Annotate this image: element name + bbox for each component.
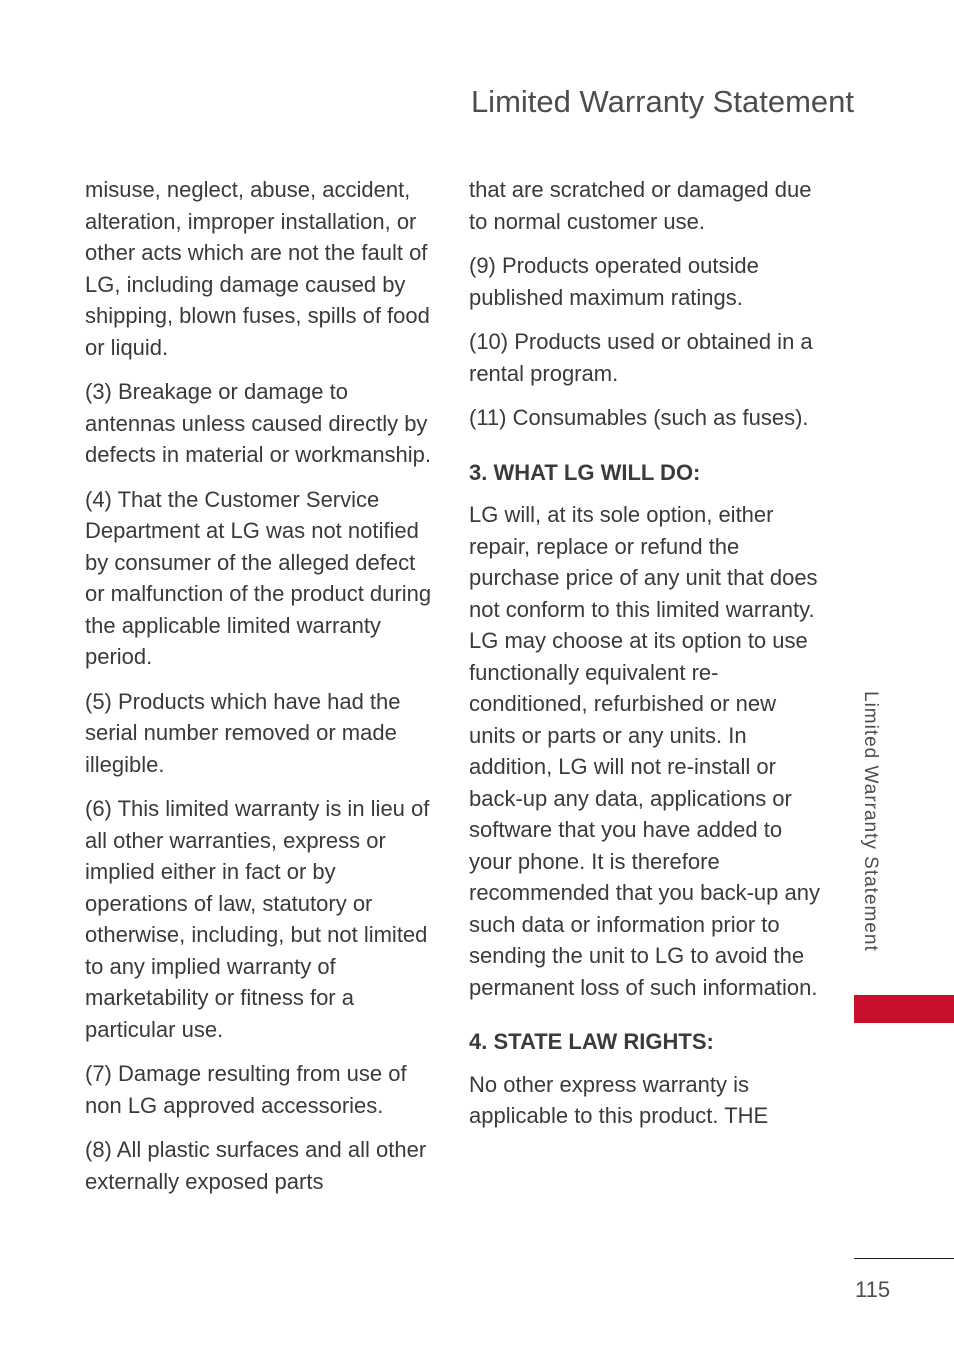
paragraph-item-4: (4) That the Customer Service Department at LG was not notified by consumer of the alleged defect or malfunction of the product during the applicable limited warranty period.: [85, 486, 432, 669]
paragraph-item-3: (3) Breakage or damage to antennas unless caused directly by defects in material or workmanship.: [85, 379, 432, 467]
paragraph-item-6: (6) This limited warranty is in lieu of all other warranties, express or implied either in fact or by operations of law, statutory or otherwise, including, but not limited to any implied warranty of marketability or fitness for a particular use.: [85, 796, 430, 1042]
footer-divider: [854, 1258, 954, 1259]
section-body-state-law-rights: No other express warranty is applicable to this product. THE: [469, 1071, 769, 1128]
left-column: [85, 174, 437, 1210]
section-body-what-lg-will-do: LG will, at its sole option, either repair, replace or refund the purchase price of any unit that does not conform to this limited warranty. LG may choose at its option to use functionally equivalent re-conditioned, refurbished or new units or parts or any units. In addition, LG will not re-install or back-up any data, applications or software that you have added to your phone. It is therefore recommended that you back-up any such data or information prior to sending the unit to LG to avoid the permanent loss of such information.: [469, 502, 820, 1000]
side-tab-marker: [854, 995, 954, 1023]
paragraph-item-9: (9) Products operated outside published maximum ratings.: [469, 253, 759, 310]
paragraph-misuse: misuse, neglect, abuse, accident, alteration, improper installation, or other acts which are not the fault of LG, including damage caused by shipping, blown fuses, spills of food or liquid.: [85, 177, 430, 360]
page-title: Limited Warranty Statement: [470, 84, 854, 119]
paragraph-item-7: (7) Damage resulting from use of non LG approved accessories.: [85, 1061, 407, 1118]
page-number: 115: [855, 1277, 891, 1302]
section-heading-state-law-rights: 4. STATE LAW RIGHTS:: [469, 1029, 714, 1054]
right-column: [469, 174, 821, 1145]
paragraph-item-8-continued: that are scratched or damaged due to normal customer use.: [469, 177, 812, 234]
paragraph-item-8: (8) All plastic surfaces and all other externally exposed parts: [85, 1137, 427, 1194]
paragraph-item-10: (10) Products used or obtained in a rental program.: [469, 329, 813, 386]
section-heading-what-lg-will-do: 3. WHAT LG WILL DO:: [469, 459, 701, 485]
paragraph-item-11: (11) Consumables (such as fuses).: [469, 405, 809, 430]
paragraph-item-5: (5) Products which have had the serial number removed or made illegible.: [85, 688, 401, 777]
side-tab-label: Limited Warranty Statement: [860, 691, 881, 952]
